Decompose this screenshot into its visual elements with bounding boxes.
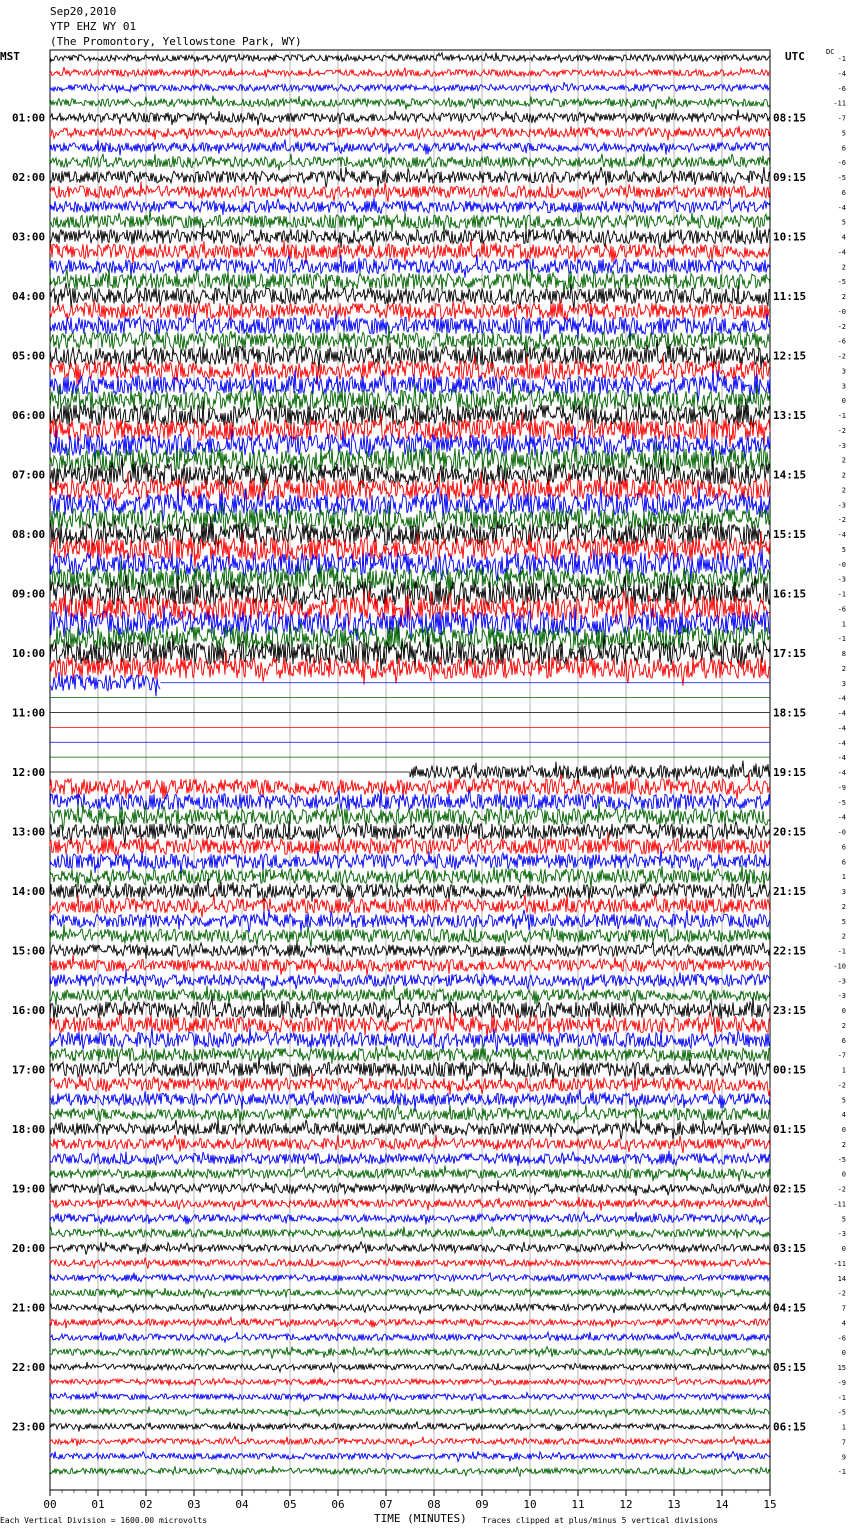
dc-offset-value: -5 [837, 174, 846, 182]
seismic-trace [50, 774, 770, 799]
left-hour-label: 20:00 [12, 1242, 46, 1255]
dc-offset-value: 4 [841, 1319, 846, 1328]
dc-offset-value: -6 [837, 159, 846, 168]
dc-offset-value: 2 [841, 486, 846, 495]
x-tick-label: 01 [91, 1498, 105, 1511]
dc-offset-value: 6 [841, 858, 846, 867]
right-hour-label: 20:15 [773, 825, 807, 839]
dc-offset-value: 6 [841, 843, 846, 852]
dc-offset-value: 0 [841, 1170, 846, 1179]
right-hour-label: 18:15 [773, 706, 807, 720]
seismic-trace [50, 167, 770, 188]
x-tick-label: 06 [331, 1498, 345, 1511]
dc-offset-value: -2 [837, 516, 846, 525]
seismic-trace [50, 1317, 770, 1329]
dc-offset-value: -9 [837, 1378, 846, 1387]
left-hour-label: 12:00 [12, 766, 46, 779]
right-hour-label: 09:15 [773, 171, 807, 184]
dc-offset-value: 8 [841, 650, 846, 658]
left-hour-label: 15:00 [12, 944, 46, 958]
seismic-trace [50, 153, 770, 170]
dc-offset-value: 3 [841, 382, 846, 391]
dc-offset-value: 0 [841, 1126, 846, 1134]
dc-offset-value: -5 [837, 1155, 846, 1164]
dc-offset-value: 2 [841, 293, 846, 301]
right-hour-label: 11:15 [773, 290, 807, 303]
clipping-note: Traces clipped at plus/minus 5 vertical divisions [482, 1516, 719, 1525]
left-hour-label: 14:00 [12, 885, 46, 898]
right-hour-label: 05:15 [773, 1361, 807, 1374]
dc-offset-value: 6 [841, 188, 846, 197]
left-hour-label: 16:00 [12, 1004, 46, 1017]
x-tick-label: 04 [235, 1498, 249, 1511]
dc-offset-value: 5 [841, 917, 846, 926]
seismic-trace [50, 1287, 770, 1299]
dc-offset-value: -3 [837, 1230, 846, 1239]
left-hour-label: 19:00 [12, 1182, 46, 1196]
right-hour-label: 23:15 [773, 1004, 807, 1017]
seismic-trace [50, 210, 770, 233]
dc-offset-value: -0 [837, 307, 846, 316]
right-hour-label: 15:15 [773, 528, 807, 541]
left-hour-label: 17:00 [12, 1063, 46, 1077]
dc-offset-value: -1 [837, 1468, 846, 1477]
seismic-trace [50, 1332, 770, 1343]
seismic-trace [50, 399, 770, 430]
dc-offset-value: 9 [841, 1453, 846, 1462]
dc-offset-value: -11 [833, 1259, 846, 1268]
right-hour-label: 04:15 [773, 1301, 807, 1315]
station-date: Sep20,2010 [50, 5, 117, 18]
dc-offset-value: -1 [837, 55, 846, 63]
seismic-trace [50, 970, 770, 991]
dc-offset-value: 0 [841, 1349, 846, 1358]
dc-offset-value: -3 [837, 501, 846, 510]
dc-offset-value: -11 [833, 99, 846, 108]
dc-offset-value: -6 [837, 605, 846, 614]
seismic-trace [50, 955, 770, 976]
dc-offset-value: -4 [837, 709, 846, 718]
seismic-trace [50, 224, 770, 250]
x-tick-label: 02 [139, 1498, 153, 1511]
dc-offset-value: -2 [837, 352, 846, 361]
dc-offset-value: 2 [841, 263, 846, 272]
x-tick-label: 07 [379, 1498, 393, 1511]
left-hour-label: 11:00 [12, 706, 46, 720]
right-hour-label: 16:15 [773, 587, 807, 601]
seismic-trace [50, 1165, 770, 1181]
dc-offset-value: 6 [841, 144, 846, 153]
x-tick-label: 12 [619, 1498, 633, 1511]
right-hour-label: 06:15 [773, 1420, 807, 1434]
seismic-trace [50, 1377, 770, 1386]
dc-offset-value: -1 [837, 590, 846, 599]
left-hour-label: 23:00 [12, 1420, 46, 1434]
left-hour-label: 21:00 [12, 1301, 46, 1315]
seismic-trace [50, 182, 770, 203]
seismic-trace [50, 672, 160, 696]
seismic-trace [50, 865, 770, 889]
seismic-trace [50, 1044, 770, 1063]
seismic-trace [50, 139, 770, 155]
dc-offset-value: 5 [841, 218, 846, 227]
dc-offset-value: 15 [837, 1364, 846, 1372]
dc-offset-value: 1 [841, 1066, 846, 1075]
seismic-trace [50, 1407, 770, 1417]
dc-offset-value: -2 [837, 322, 846, 331]
dc-offset-value: -1 [837, 635, 846, 644]
dc-offset-value: -3 [837, 575, 846, 584]
dc-offset-value: -7 [837, 114, 846, 123]
dc-offset-value: -4 [837, 754, 846, 763]
dc-offset-value: -3 [837, 992, 846, 1001]
seismic-trace [50, 1105, 770, 1124]
dc-offset-value: -5 [837, 1408, 846, 1417]
seismic-trace [50, 1422, 770, 1432]
dc-offset-value: 2 [841, 932, 846, 941]
right-hour-label: 02:15 [773, 1182, 807, 1196]
scale-note: Each Vertical Division = 1600.00 microvolts [0, 1516, 208, 1525]
dc-offset-value: 2 [841, 1021, 846, 1030]
x-tick-label: 15 [763, 1498, 777, 1511]
dc-offset-value: 6 [841, 1036, 846, 1045]
x-axis-title: TIME (MINUTES) [374, 1512, 467, 1525]
seismic-trace [50, 1466, 770, 1476]
dc-offset-value: -5 [837, 798, 846, 807]
right-hour-label: 19:15 [773, 766, 807, 779]
dc-offset-value: -4 [837, 531, 846, 539]
dc-offset-value: -4 [837, 739, 846, 748]
dc-offset-value: -11 [833, 1200, 846, 1209]
seismic-trace [50, 1135, 770, 1153]
left-hour-label: 01:00 [12, 111, 46, 125]
seismic-trace [50, 894, 770, 918]
seismic-trace [50, 95, 770, 109]
right-hour-label: 01:15 [773, 1123, 807, 1136]
dc-offset-value: 3 [841, 888, 846, 896]
left-hour-label: 10:00 [12, 647, 46, 660]
seismic-trace [50, 1437, 770, 1446]
seismic-trace [50, 561, 770, 597]
dc-offset-value: 5 [841, 129, 846, 138]
dc-offset-value: -5 [837, 278, 846, 287]
x-tick-label: 13 [667, 1498, 681, 1511]
seismic-trace [50, 82, 770, 93]
right-hour-label: 10:15 [773, 230, 807, 244]
seismic-trace [50, 1212, 770, 1225]
right-hour-label: 13:15 [773, 409, 807, 422]
dc-offset-value: -6 [837, 1334, 846, 1343]
dc-offset-value: -1 [837, 412, 846, 420]
seismic-trace [50, 1272, 770, 1282]
dc-offset-value: 2 [841, 902, 846, 911]
left-hour-label: 13:00 [12, 825, 46, 839]
seismic-trace [50, 1302, 770, 1313]
x-tick-label: 00 [43, 1498, 57, 1511]
station-code: YTP EHZ WY 01 [50, 20, 137, 33]
dc-offset-value: -6 [837, 337, 846, 346]
seismic-trace [50, 910, 770, 933]
dc-offset-value: -2 [837, 426, 846, 435]
seismic-trace [50, 997, 770, 1023]
x-tick-label: 05 [283, 1498, 297, 1511]
seismic-trace [50, 1362, 770, 1372]
left-hour-label: 08:00 [12, 528, 46, 541]
seismic-trace [50, 924, 770, 947]
left-hour-label: 06:00 [12, 409, 46, 422]
x-tick-label: 09 [475, 1498, 489, 1511]
dc-offset-value: -2 [837, 1289, 846, 1298]
dc-offset-value: 4 [841, 1111, 846, 1120]
dc-offset-value: -1 [837, 947, 846, 956]
left-hour-label: 18:00 [12, 1123, 46, 1136]
seismic-trace [50, 1197, 770, 1211]
dc-offset-value: 3 [841, 367, 846, 376]
right-hour-label: 14:15 [773, 468, 807, 482]
dc-offset-value: 14 [837, 1274, 846, 1283]
dc-offset-value: 1 [841, 1423, 846, 1432]
seismic-trace [50, 985, 770, 1006]
dc-offset-value: 0 [841, 1245, 846, 1253]
x-tick-label: 08 [427, 1498, 441, 1511]
left-hour-label: 03:00 [12, 230, 46, 244]
seismic-trace [50, 1119, 770, 1140]
seismic-trace [50, 109, 770, 125]
seismic-trace [50, 1180, 770, 1195]
dc-offset-value: -2 [837, 1081, 846, 1090]
left-hour-label: 09:00 [12, 587, 46, 601]
dc-offset-value: 5 [841, 545, 846, 554]
dc-offset-value: 5 [841, 1215, 846, 1224]
seismic-trace [50, 1451, 770, 1461]
left-hour-label: 22:00 [12, 1361, 46, 1374]
left-hour-label: 02:00 [12, 171, 46, 184]
seismic-trace [50, 1347, 770, 1358]
dc-offset-value: 5 [841, 1096, 846, 1105]
dc-offset-value: -4 [837, 813, 846, 822]
dc-offset-value: -10 [833, 962, 846, 971]
seismic-trace [50, 53, 770, 63]
x-tick-label: 10 [523, 1498, 537, 1511]
seismic-trace [50, 198, 770, 215]
right-hour-label: 12:15 [773, 349, 807, 363]
dc-offset-value: -4 [837, 69, 846, 78]
dc-offset-value: 1 [841, 873, 846, 882]
right-hour-label: 08:15 [773, 111, 807, 125]
dc-offset-header: DC [826, 48, 835, 56]
dc-offset-value: 2 [841, 1140, 846, 1149]
dc-offset-value: -0 [837, 560, 846, 569]
dc-offset-value: -7 [837, 1051, 846, 1060]
right-hour-label: 17:15 [773, 647, 807, 660]
right-hour-label: 03:15 [773, 1242, 807, 1255]
right-hour-label: 21:15 [773, 885, 807, 898]
seismic-trace [50, 1258, 770, 1269]
seismic-trace [50, 941, 770, 958]
dc-offset-value: 3 [841, 679, 846, 688]
dc-offset-value: 0 [841, 1007, 846, 1015]
station-location: (The Promontory, Yellowstone Park, WY) [50, 35, 302, 48]
seismic-trace [50, 1073, 770, 1096]
dc-offset-value: -4 [837, 203, 846, 212]
dc-offset-value: -2 [837, 1185, 846, 1194]
seismic-trace [50, 126, 770, 141]
dc-offset-value: -4 [837, 769, 846, 777]
left-hour-label: 05:00 [12, 349, 46, 363]
dc-offset-value: 7 [841, 1304, 846, 1313]
seismic-trace [50, 1392, 770, 1402]
dc-offset-value: 2 [841, 664, 846, 673]
dc-offset-value: 7 [841, 1438, 846, 1447]
dc-offset-value: 4 [841, 233, 846, 242]
x-tick-label: 14 [715, 1498, 729, 1511]
seismic-trace [50, 255, 770, 278]
dc-offset-value: 2 [841, 471, 846, 480]
right-timezone-label: UTC [785, 50, 805, 63]
x-tick-label: 03 [187, 1498, 201, 1511]
dc-offset-value: 2 [841, 456, 846, 465]
seismic-trace [50, 299, 770, 322]
left-timezone-label: MST [0, 50, 20, 63]
seismic-trace [50, 268, 770, 296]
left-hour-label: 04:00 [12, 290, 46, 303]
dc-offset-value: -3 [837, 441, 846, 450]
dc-offset-value: -6 [837, 84, 846, 93]
dc-offset-value: -4 [837, 694, 846, 703]
x-tick-label: 11 [571, 1498, 585, 1511]
dc-offset-value: -0 [837, 828, 846, 837]
seismic-trace [50, 1151, 770, 1166]
dc-offset-value: -1 [837, 1393, 846, 1402]
seismic-trace [50, 1242, 770, 1255]
seismic-trace [50, 1227, 770, 1239]
dc-offset-value: -9 [837, 783, 846, 792]
dc-offset-value: -4 [837, 248, 846, 257]
right-hour-label: 00:15 [773, 1063, 807, 1077]
left-hour-label: 07:00 [12, 468, 46, 482]
seismic-trace [50, 650, 770, 686]
dc-offset-value: -4 [837, 724, 846, 733]
dc-offset-value: -3 [837, 977, 846, 986]
dc-offset-value: 0 [841, 397, 846, 406]
seismic-trace [50, 67, 770, 77]
right-hour-label: 22:15 [773, 944, 807, 958]
seismic-trace [50, 1089, 770, 1110]
seismic-trace [50, 239, 770, 264]
dc-offset-value: 1 [841, 620, 846, 629]
